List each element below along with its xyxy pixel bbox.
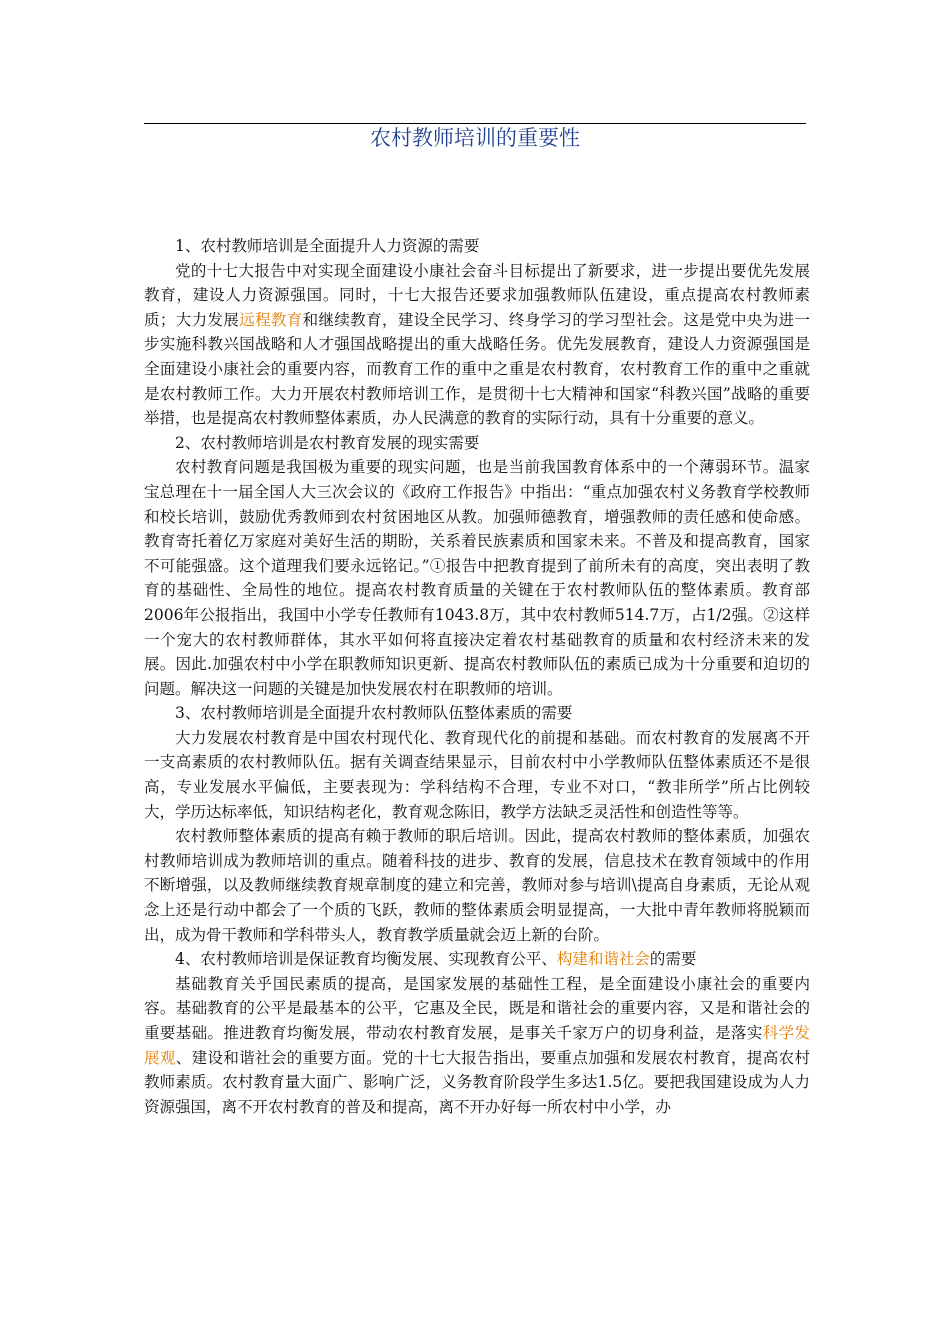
section-4-paragraph bbox=[144, 972, 810, 1120]
section-3-paragraph-1: 大力发展农村教育是中国农村现代化、教育现代化的前提和基础。而农村教育的发展离不开一支高素质的农村教师队伍。据有关调查结果显示，目前农村中小学教师队伍整体素质还不是很高，专业发展水平偏低，主要表现为：学科结构不合理，专业不对口，“教非所学”所占比例较大，学历达标率低，知识结构老化，教育观念陈旧，教学方法缺乏灵活性和创造性等等。 bbox=[144, 728, 810, 821]
link-remote-education[interactable]: 远程教育 bbox=[239, 310, 303, 329]
section-2-paragraph: 农村教育问题是我国极为重要的现实问题，也是当前我国教育体系中的一个薄弱环节。温家宝总理在十一届全国人大三次会议的《政府工作报告》中指出：“重点加强农村义务教育学校教师和校长培训，鼓励优秀教师到农村贫困地区从教。加强师德教育，增强教师的责任感和使命感。教育寄托着亿万家庭对美好生活的期盼，关系着民族素质和国家未来。不普及和提高教育，国家不可能强盛。这个道理我们要永远铭记。”①报告中把教育提到了前所未有的高度，突出表明了教育的基础性、全局性的地位。提高农村教育质量的关键在于农村教师队伍的整体素质。教育部2006年公报指出，我国中小学专任教师有1043.8万，其中农村教师514.7万，占1/2强。②这样一个宠大的农村教师群体，其水平如何将直接决定着农村基础教育的质量和农村经济未来的发展。因此.加强农村中小学在职教师知识更新、提高农村教师队伍的素质已成为十分重要和迫切的问题。解决这一问题的关键是加快发展农村在职教师的培训。 bbox=[144, 458, 810, 698]
text-run: 、建设和谐社会的重要方面。党的十七大报告指出，要重点加强和发展农村教育，提高农村教师素质。农村教育量大面广、影响广泛，义务教育阶段学生多达1.5亿。要把我国建设成为人力资源强国，离不开农村教育的普及和提高，离不开办好每一所农村中小学，办 bbox=[144, 1048, 810, 1116]
text-run: 基础教育关乎国民素质的提高，是国家发展的基础性工程，是全面建设小康社会的重要内容。基础教育的公平是最基本的公平，它惠及全民，既是和谐社会的重要内容，又是和谐社会的重要基础。推进教育均衡发展，带动农村教育发展，是事关千家万户的切身利益，是落实 bbox=[144, 974, 810, 1042]
section-2-heading: 2、农村教师培训是农村教育发展的现实需要 bbox=[175, 433, 480, 452]
text-run: 4、农村教师培训是保证教育均衡发展、实现教育公平、 bbox=[175, 950, 557, 969]
section-1-paragraph bbox=[144, 259, 810, 431]
text-run: 和继续教育，建设全民学习、终身学习的学习型社会。这是党中央为进一步实施科教兴国战略和人才强国战略提出的重大战略任务。优先发展教育，建设人力资源强国是全面建设小康社会的重要内容，而教育工作的重中之重是农村教育，农村教育工作的重中之重就是农村教师工作。大力开展农村教师培训工作，是贯彻十七大精神和国家“科教兴国”战略的重要举措，也是提高农村教师整体素质，办人民满意的教育的实际行动，具有十分重要的意义。 bbox=[144, 310, 810, 428]
text-run: 党的十七大报告中对实现全面建设小康社会奋斗目标提出了新要求，进一步提出要优先发展教育，建设人力资源强国。同时，十七大报告还要求加强教师队伍建设，重点提高农村教师素质；大力发展 bbox=[144, 261, 810, 329]
section-3-paragraph-2: 农村教师整体素质的提高有赖于教师的职后培训。因此，提高农村教师的整体素质，加强农村教师培训成为教师培训的重点。随着科技的进步、教育的发展，信息技术在教育领域中的作用不断增强，以及教师继续教育规章制度的建立和完善，教师对参与培训\提高自身素质，无论从观念上还是行动中都会了一个质的飞跃，教师的整体素质会明显提高，一大批中青年教师将脱颖而出，成为骨干教师和学科带头人，教育教学质量就会迈上新的台阶。 bbox=[144, 827, 810, 944]
link-harmonious-society[interactable]: 构建和谐社会 bbox=[556, 950, 650, 969]
link-scientific-outlook[interactable]: 科学发展观 bbox=[144, 1024, 810, 1067]
document-body bbox=[144, 234, 810, 1119]
section-1-heading: 1、农村教师培训是全面提升人力资源的需要 bbox=[175, 237, 480, 255]
section-3-heading: 3、农村教师培训是全面提升农村教师队伍整体素质的需要 bbox=[175, 704, 573, 723]
document-title: 农村教师培训的重要性 bbox=[370, 126, 580, 150]
section-4-heading bbox=[144, 947, 810, 972]
text-run: 的需要 bbox=[649, 950, 697, 969]
